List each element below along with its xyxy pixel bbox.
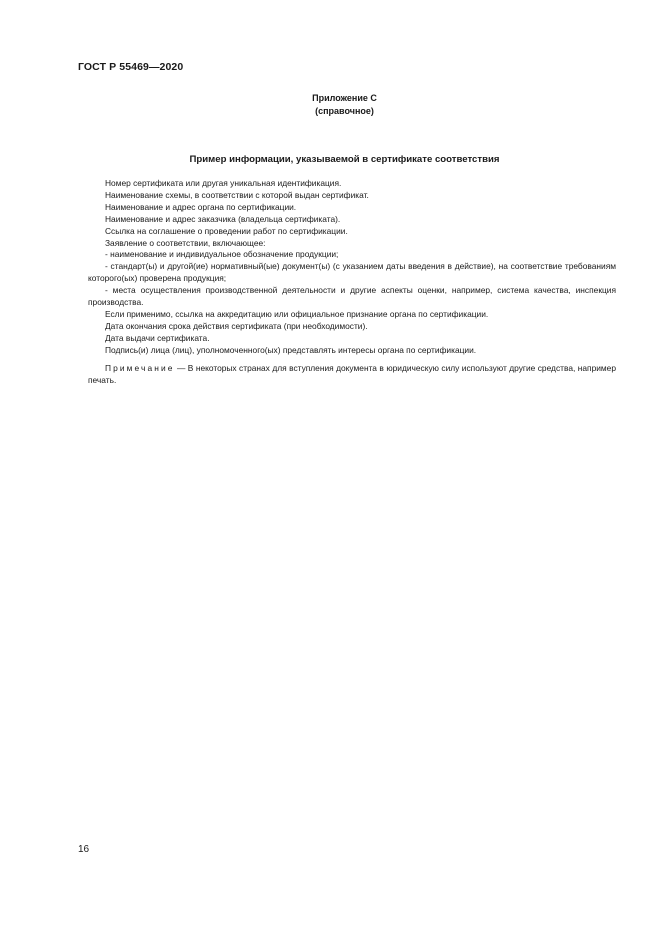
list-item: Ссылка на соглашение о проведении работ по сертификации.: [105, 225, 348, 236]
note: [88, 363, 616, 387]
page-number: 16: [78, 844, 90, 855]
list-item: - наименование и индивидуальное обозначение продукции;: [105, 249, 339, 260]
list-item: Дата выдачи сертификата.: [105, 332, 210, 343]
appendix-title: Приложение С: [312, 93, 377, 103]
list-item: Наименование и адрес органа по сертификации.: [105, 201, 297, 212]
section-title: Пример информации, указываемой в сертификате соответствия: [189, 154, 500, 165]
document-code: ГОСТ Р 55469—2020: [78, 61, 184, 73]
list-item: Подпись(и) лица (лиц), уполномоченного(ых) представлять интересы органа по сертификации.: [105, 344, 477, 355]
list-item: - стандарт(ы) и другой(ие) нормативный(ые) документ(ы) (с указанием даты введения в действие), на соответствие требованиям которого(ых) проверена продукция;: [88, 261, 616, 284]
list-item: Заявление о соответствии, включающее:: [105, 237, 266, 248]
appendix-heading: [0, 92, 661, 118]
list-item: Номер сертификата или другая уникальная идентификация.: [105, 178, 342, 188]
list-item: Наименование и адрес заказчика (владельца сертификата).: [105, 213, 341, 224]
list-item: Если применимо, ссылка на аккредитацию или официальное признание органа по сертификации.: [105, 308, 489, 319]
appendix-subtitle: (справочное): [315, 106, 374, 116]
list-item: - места осуществления производственной деятельности и другие аспекты оценки, например, система качества, инспекция производства.: [88, 285, 616, 308]
body-text: [88, 178, 616, 395]
note-label: Примечание: [105, 362, 175, 373]
list-item: Наименование схемы, в соответствии с которой выдан сертификат.: [105, 189, 369, 200]
note-text: — В некоторых странах для вступления документа в юридическую силу используют другие средства, например печать.: [88, 362, 616, 385]
list-item: Дата окончания срока действия сертификата (при необходимости).: [105, 320, 368, 331]
